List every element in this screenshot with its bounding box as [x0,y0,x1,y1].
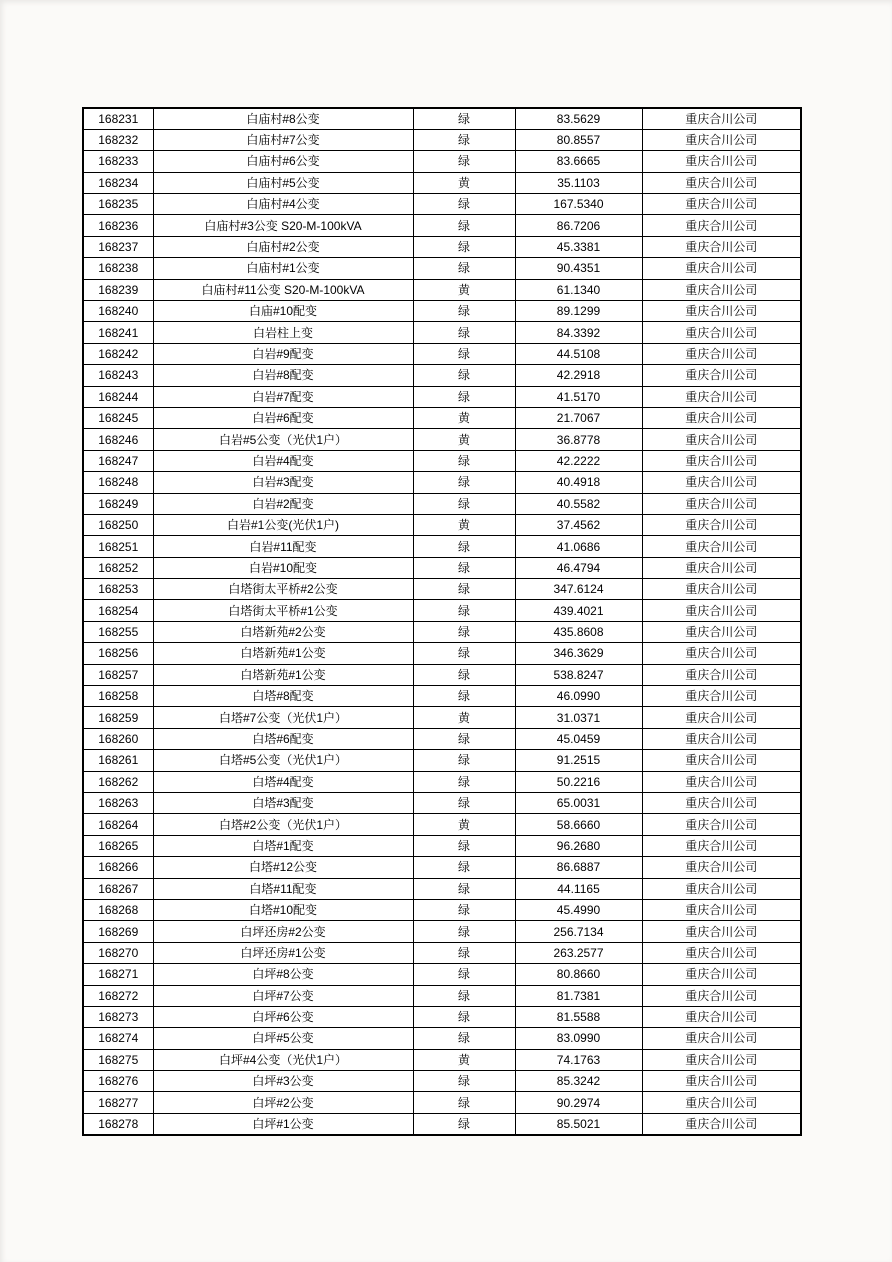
table-row [83,536,801,557]
cell-status: 黄 [413,407,515,428]
cell-name: 白坪还房#1公变 [153,942,413,963]
table-row [83,343,801,364]
table-row [83,301,801,322]
cell-company: 重庆合川公司 [642,172,801,193]
cell-name: 白塔#3配变 [153,793,413,814]
cell-company: 重庆合川公司 [642,129,801,150]
cell-value: 347.6124 [515,579,642,600]
cell-name: 白坪#1公变 [153,1113,413,1134]
cell-id: 168248 [83,472,153,493]
cell-id: 168275 [83,1049,153,1070]
cell-status: 绿 [413,258,515,279]
table-row [83,814,801,835]
cell-value: 83.5629 [515,108,642,129]
cell-value: 80.8557 [515,129,642,150]
cell-value: 89.1299 [515,301,642,322]
table-row [83,621,801,642]
cell-name: 白岩#3配变 [153,472,413,493]
cell-status: 绿 [413,750,515,771]
cell-status: 绿 [413,322,515,343]
cell-name: 白塔新苑#1公变 [153,664,413,685]
cell-status: 绿 [413,835,515,856]
cell-company: 重庆合川公司 [642,407,801,428]
table-row [83,1113,801,1134]
cell-name: 白岩#9配变 [153,343,413,364]
cell-value: 85.3242 [515,1071,642,1092]
table-row [83,942,801,963]
cell-name: 白坪#5公变 [153,1028,413,1049]
cell-status: 绿 [413,343,515,364]
cell-id: 168274 [83,1028,153,1049]
cell-value: 31.0371 [515,707,642,728]
cell-value: 35.1103 [515,172,642,193]
cell-status: 绿 [413,793,515,814]
cell-name: 白塔#12公变 [153,857,413,878]
cell-company: 重庆合川公司 [642,194,801,215]
cell-company: 重庆合川公司 [642,215,801,236]
cell-company: 重庆合川公司 [642,1071,801,1092]
cell-value: 90.2974 [515,1092,642,1113]
cell-id: 168243 [83,365,153,386]
cell-name: 白庙村#4公变 [153,194,413,215]
cell-value: 538.8247 [515,664,642,685]
cell-id: 168234 [83,172,153,193]
cell-name: 白岩#1公变(光伏1户) [153,514,413,535]
cell-value: 91.2515 [515,750,642,771]
cell-status: 绿 [413,1028,515,1049]
cell-value: 45.0459 [515,728,642,749]
table-row [83,514,801,535]
cell-id: 168251 [83,536,153,557]
cell-name: 白坪#6公变 [153,1006,413,1027]
cell-company: 重庆合川公司 [642,386,801,407]
table-row [83,322,801,343]
table-row [83,172,801,193]
cell-company: 重庆合川公司 [642,579,801,600]
cell-company: 重庆合川公司 [642,985,801,1006]
cell-company: 重庆合川公司 [642,322,801,343]
table-row [83,707,801,728]
cell-value: 81.7381 [515,985,642,1006]
table-row [83,750,801,771]
cell-company: 重庆合川公司 [642,493,801,514]
cell-status: 绿 [413,728,515,749]
cell-company: 重庆合川公司 [642,258,801,279]
cell-id: 168233 [83,151,153,172]
cell-id: 168240 [83,301,153,322]
cell-value: 74.1763 [515,1049,642,1070]
cell-id: 168247 [83,450,153,471]
cell-value: 439.4021 [515,600,642,621]
cell-company: 重庆合川公司 [642,921,801,942]
cell-status: 绿 [413,557,515,578]
cell-status: 绿 [413,1071,515,1092]
cell-value: 46.0990 [515,686,642,707]
cell-id: 168237 [83,236,153,257]
cell-company: 重庆合川公司 [642,343,801,364]
cell-name: 白坪#4公变（光伏1户） [153,1049,413,1070]
cell-status: 黄 [413,707,515,728]
cell-value: 256.7134 [515,921,642,942]
cell-id: 168254 [83,600,153,621]
cell-value: 81.5588 [515,1006,642,1027]
cell-value: 41.5170 [515,386,642,407]
cell-status: 绿 [413,600,515,621]
cell-value: 90.4351 [515,258,642,279]
cell-value: 44.1165 [515,878,642,899]
table-row [83,386,801,407]
table-row [83,921,801,942]
cell-id: 168263 [83,793,153,814]
cell-id: 168236 [83,215,153,236]
cell-status: 绿 [413,472,515,493]
cell-id: 168277 [83,1092,153,1113]
cell-status: 绿 [413,236,515,257]
cell-status: 绿 [413,921,515,942]
cell-name: 白塔新苑#2公变 [153,621,413,642]
cell-company: 重庆合川公司 [642,728,801,749]
cell-id: 168253 [83,579,153,600]
cell-company: 重庆合川公司 [642,557,801,578]
cell-name: 白塔#7公变（光伏1户） [153,707,413,728]
cell-id: 168235 [83,194,153,215]
cell-company: 重庆合川公司 [642,450,801,471]
table-row [83,899,801,920]
cell-name: 白坪#2公变 [153,1092,413,1113]
cell-status: 绿 [413,301,515,322]
cell-company: 重庆合川公司 [642,793,801,814]
cell-status: 绿 [413,493,515,514]
table-row [83,985,801,1006]
cell-status: 绿 [413,664,515,685]
cell-name: 白塔#5公变（光伏1户） [153,750,413,771]
cell-status: 绿 [413,579,515,600]
table-row [83,664,801,685]
cell-id: 168245 [83,407,153,428]
cell-company: 重庆合川公司 [642,429,801,450]
cell-name: 白塔#8配变 [153,686,413,707]
cell-name: 白庙村#6公变 [153,151,413,172]
table-row [83,771,801,792]
cell-status: 绿 [413,450,515,471]
cell-company: 重庆合川公司 [642,1113,801,1134]
cell-value: 83.6665 [515,151,642,172]
cell-value: 80.8660 [515,964,642,985]
cell-id: 168232 [83,129,153,150]
cell-id: 168261 [83,750,153,771]
cell-company: 重庆合川公司 [642,1006,801,1027]
cell-company: 重庆合川公司 [642,1092,801,1113]
cell-name: 白塔#10配变 [153,899,413,920]
table-row [83,643,801,664]
cell-status: 绿 [413,985,515,1006]
cell-name: 白塔#11配变 [153,878,413,899]
cell-status: 绿 [413,386,515,407]
cell-name: 白岩#6配变 [153,407,413,428]
cell-company: 重庆合川公司 [642,514,801,535]
cell-company: 重庆合川公司 [642,472,801,493]
table-row [83,194,801,215]
cell-value: 44.5108 [515,343,642,364]
cell-status: 黄 [413,172,515,193]
cell-name: 白岩#10配变 [153,557,413,578]
table-row [83,686,801,707]
cell-id: 168272 [83,985,153,1006]
cell-company: 重庆合川公司 [642,878,801,899]
table-row [83,108,801,129]
cell-name: 白岩#2配变 [153,493,413,514]
cell-id: 168259 [83,707,153,728]
table-row [83,407,801,428]
cell-value: 84.3392 [515,322,642,343]
cell-company: 重庆合川公司 [642,643,801,664]
cell-company: 重庆合川公司 [642,835,801,856]
cell-value: 167.5340 [515,194,642,215]
cell-name: 白庙村#8公变 [153,108,413,129]
cell-name: 白庙村#11公变 S20-M-100kVA [153,279,413,300]
cell-status: 绿 [413,215,515,236]
cell-company: 重庆合川公司 [642,771,801,792]
cell-id: 168276 [83,1071,153,1092]
cell-name: 白塔#1配变 [153,835,413,856]
cell-status: 绿 [413,964,515,985]
cell-name: 白庙村#3公变 S20-M-100kVA [153,215,413,236]
cell-value: 85.5021 [515,1113,642,1134]
cell-company: 重庆合川公司 [642,942,801,963]
table-row [83,258,801,279]
cell-company: 重庆合川公司 [642,707,801,728]
cell-name: 白坪#8公变 [153,964,413,985]
cell-id: 168273 [83,1006,153,1027]
cell-value: 37.4562 [515,514,642,535]
cell-company: 重庆合川公司 [642,600,801,621]
cell-value: 36.8778 [515,429,642,450]
cell-value: 346.3629 [515,643,642,664]
cell-value: 21.7067 [515,407,642,428]
cell-name: 白塔#6配变 [153,728,413,749]
cell-status: 绿 [413,942,515,963]
cell-name: 白庙村#5公变 [153,172,413,193]
table-row [83,1092,801,1113]
cell-status: 绿 [413,108,515,129]
table-row [83,579,801,600]
cell-name: 白岩柱上变 [153,322,413,343]
cell-company: 重庆合川公司 [642,536,801,557]
cell-company: 重庆合川公司 [642,664,801,685]
cell-id: 168258 [83,686,153,707]
cell-name: 白塔#2公变（光伏1户） [153,814,413,835]
cell-value: 263.2577 [515,942,642,963]
cell-id: 168268 [83,899,153,920]
cell-id: 168262 [83,771,153,792]
cell-id: 168249 [83,493,153,514]
cell-name: 白庙村#7公变 [153,129,413,150]
cell-value: 41.0686 [515,536,642,557]
cell-status: 绿 [413,1113,515,1134]
cell-id: 168242 [83,343,153,364]
cell-id: 168271 [83,964,153,985]
cell-id: 168246 [83,429,153,450]
table-row [83,450,801,471]
cell-company: 重庆合川公司 [642,279,801,300]
cell-status: 绿 [413,771,515,792]
cell-status: 绿 [413,686,515,707]
cell-company: 重庆合川公司 [642,750,801,771]
cell-status: 黄 [413,814,515,835]
cell-name: 白塔街太平桥#2公变 [153,579,413,600]
table-row [83,236,801,257]
cell-id: 168244 [83,386,153,407]
transformer-table [82,107,802,1136]
cell-status: 黄 [413,1049,515,1070]
cell-company: 重庆合川公司 [642,1049,801,1070]
cell-name: 白塔新苑#1公变 [153,643,413,664]
cell-value: 83.0990 [515,1028,642,1049]
cell-value: 45.3381 [515,236,642,257]
cell-company: 重庆合川公司 [642,964,801,985]
cell-id: 168264 [83,814,153,835]
cell-id: 168256 [83,643,153,664]
cell-value: 86.6887 [515,857,642,878]
cell-id: 168255 [83,621,153,642]
table-row [83,472,801,493]
cell-status: 绿 [413,129,515,150]
cell-value: 42.2222 [515,450,642,471]
table-row [83,365,801,386]
cell-name: 白塔街太平桥#1公变 [153,600,413,621]
cell-id: 168267 [83,878,153,899]
cell-status: 绿 [413,536,515,557]
table-row [83,964,801,985]
cell-company: 重庆合川公司 [642,236,801,257]
table-row [83,728,801,749]
cell-company: 重庆合川公司 [642,814,801,835]
cell-name: 白岩#4配变 [153,450,413,471]
table-row [83,279,801,300]
cell-value: 45.4990 [515,899,642,920]
cell-status: 黄 [413,279,515,300]
cell-name: 白坪还房#2公变 [153,921,413,942]
cell-value: 86.7206 [515,215,642,236]
cell-id: 168231 [83,108,153,129]
table-body [83,108,801,1135]
cell-status: 绿 [413,365,515,386]
cell-company: 重庆合川公司 [642,686,801,707]
cell-company: 重庆合川公司 [642,621,801,642]
cell-status: 绿 [413,1092,515,1113]
cell-value: 435.8608 [515,621,642,642]
cell-id: 168250 [83,514,153,535]
cell-company: 重庆合川公司 [642,1028,801,1049]
table-row [83,835,801,856]
cell-id: 168238 [83,258,153,279]
cell-id: 168278 [83,1113,153,1134]
table-row [83,1006,801,1027]
cell-value: 96.2680 [515,835,642,856]
cell-value: 40.5582 [515,493,642,514]
cell-company: 重庆合川公司 [642,857,801,878]
cell-id: 168260 [83,728,153,749]
cell-name: 白岩#11配变 [153,536,413,557]
table-row [83,429,801,450]
cell-value: 46.4794 [515,557,642,578]
cell-status: 绿 [413,643,515,664]
cell-name: 白岩#5公变（光伏1户） [153,429,413,450]
cell-status: 绿 [413,151,515,172]
table-row [83,557,801,578]
cell-name: 白坪#7公变 [153,985,413,1006]
cell-name: 白岩#8配变 [153,365,413,386]
cell-name: 白岩#7配变 [153,386,413,407]
cell-value: 61.1340 [515,279,642,300]
cell-company: 重庆合川公司 [642,151,801,172]
table-row [83,857,801,878]
table-row [83,129,801,150]
cell-id: 168257 [83,664,153,685]
cell-company: 重庆合川公司 [642,899,801,920]
table-row [83,1071,801,1092]
cell-company: 重庆合川公司 [642,108,801,129]
cell-name: 白庙村#1公变 [153,258,413,279]
table-row [83,215,801,236]
cell-id: 168239 [83,279,153,300]
cell-value: 40.4918 [515,472,642,493]
table-row [83,1028,801,1049]
cell-id: 168266 [83,857,153,878]
table-row [83,600,801,621]
cell-status: 绿 [413,1006,515,1027]
cell-name: 白塔#4配变 [153,771,413,792]
table-row [83,878,801,899]
cell-status: 绿 [413,194,515,215]
table-row [83,493,801,514]
cell-name: 白坪#3公变 [153,1071,413,1092]
cell-status: 绿 [413,878,515,899]
cell-id: 168270 [83,942,153,963]
table-row [83,151,801,172]
cell-value: 50.2216 [515,771,642,792]
cell-name: 白庙#10配变 [153,301,413,322]
cell-status: 黄 [413,429,515,450]
cell-id: 168241 [83,322,153,343]
cell-id: 168252 [83,557,153,578]
cell-company: 重庆合川公司 [642,365,801,386]
cell-name: 白庙村#2公变 [153,236,413,257]
cell-value: 58.6660 [515,814,642,835]
cell-status: 黄 [413,514,515,535]
table-row [83,793,801,814]
cell-value: 42.2918 [515,365,642,386]
cell-company: 重庆合川公司 [642,301,801,322]
cell-status: 绿 [413,621,515,642]
cell-status: 绿 [413,857,515,878]
cell-status: 绿 [413,899,515,920]
table-row [83,1049,801,1070]
cell-id: 168265 [83,835,153,856]
cell-id: 168269 [83,921,153,942]
cell-value: 65.0031 [515,793,642,814]
